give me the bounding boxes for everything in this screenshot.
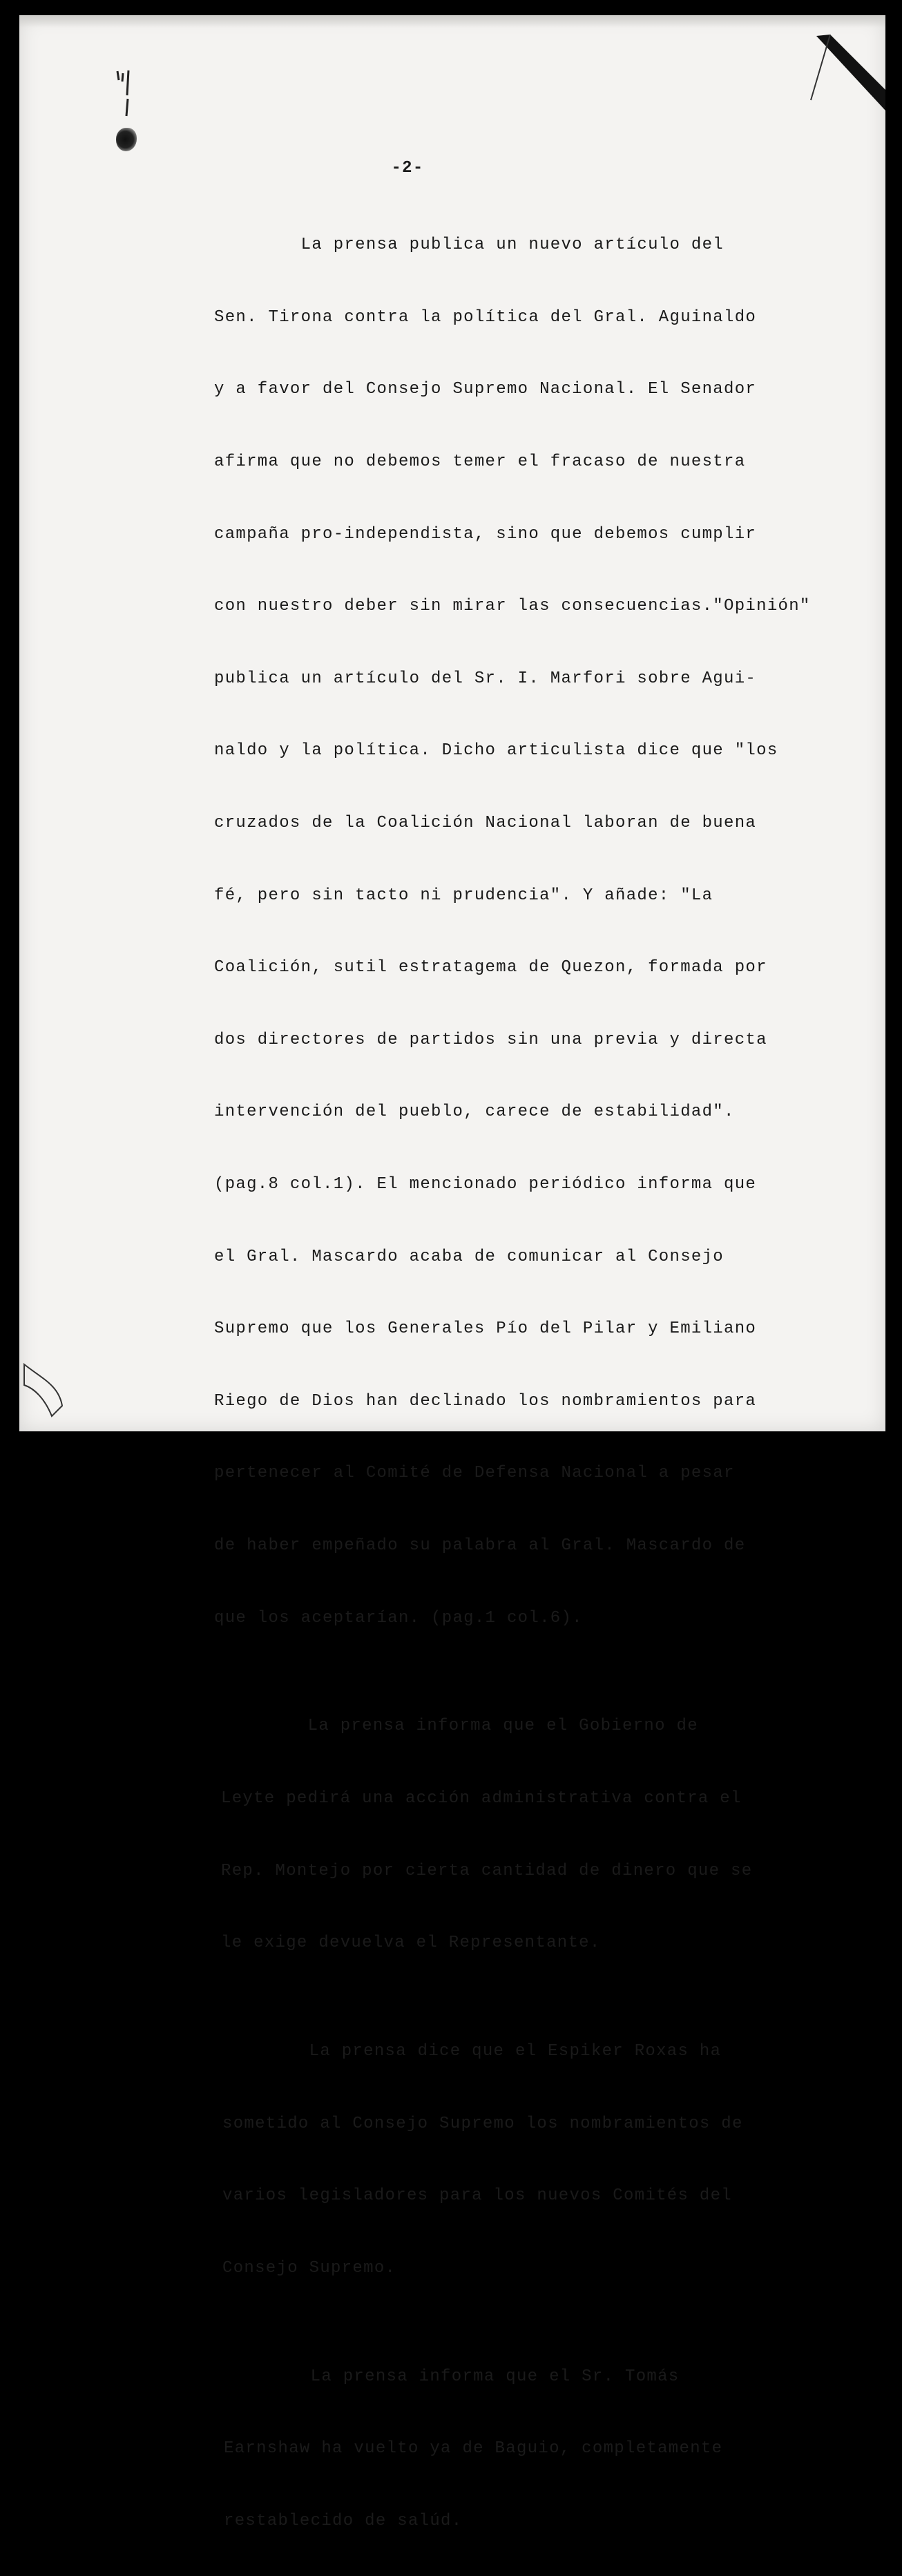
paragraph-2 bbox=[221, 1672, 808, 1998]
text-line: intervención del pueblo, carece de estabilidad". bbox=[214, 1103, 735, 1122]
page-top-edge bbox=[19, 15, 885, 28]
ink-smudge-icon bbox=[111, 68, 138, 123]
text-line: publica un artículo del Sr. I. Marfori sobre Agui- bbox=[214, 669, 757, 688]
text-line: Supremo que los Generales Pío del Pilar y Emiliano bbox=[214, 1319, 757, 1339]
text-line: fé, pero sin tacto ni prudencia". Y añade: "La bbox=[214, 886, 713, 905]
text-line: le exige devuelva el Representante. bbox=[221, 1934, 601, 1953]
text-line: pertenecer al Comité de Defensa Nacional a pesar bbox=[214, 1464, 735, 1483]
text-line: campaña pro-independista, sino que debemos cumplir bbox=[214, 524, 757, 544]
text-line: Consejo Supremo. bbox=[222, 2258, 396, 2278]
text-line: dos directores de partidos sin una previa y directa bbox=[214, 1030, 767, 1049]
text-line: Coalición, sutil estratagema de Quezon, formada por bbox=[214, 958, 767, 977]
text-line: restablecido de salúd. bbox=[224, 2512, 463, 2530]
text-line: naldo y la política. Dicho articulista dice que "los bbox=[214, 741, 778, 761]
text-line: Rep. Montejo por cierta cantidad de dinero que se bbox=[221, 1861, 753, 1880]
paragraph-4 bbox=[224, 2323, 808, 2576]
text-line: Earnshaw ha vuelto ya de Baguio, completamente bbox=[224, 2439, 723, 2459]
text-line: La prensa dice que el Espiker Roxas ha bbox=[222, 2042, 722, 2061]
bottom-corner-fold-icon bbox=[21, 1351, 76, 1420]
text-line: La prensa publica un nuevo artículo del bbox=[214, 236, 725, 255]
text-line: y a favor del Consejo Supremo Nacional. El Senador bbox=[214, 380, 757, 399]
text-line: que los aceptarían. (pag.1 col.6). bbox=[214, 1608, 583, 1628]
text-line: (pag.8 col.1). El mencionado periódico informa que bbox=[214, 1175, 757, 1194]
corner-fold-icon bbox=[803, 35, 885, 111]
document-body bbox=[214, 159, 811, 2576]
text-line: varios legisladores para los nuevos Comités del bbox=[222, 2186, 733, 2206]
text-line: sometido al Consejo Supremo los nombramientos de bbox=[222, 2114, 743, 2133]
text-line: de haber empeñado su palabra al Gral. Mascardo de bbox=[214, 1536, 746, 1555]
text-line: cruzados de la Coalición Nacional laboran de buena bbox=[214, 814, 757, 833]
text-line: La prensa informa que el Gobierno de bbox=[221, 1717, 698, 1736]
page-number: -2- bbox=[391, 159, 424, 178]
text-line: La prensa informa que el Sr. Tomás bbox=[224, 2367, 680, 2386]
text-line: Riego de Dios han declinado los nombramientos para bbox=[214, 1391, 757, 1411]
text-line: Sen. Tirona contra la política del Gral. Aguinaldo bbox=[214, 307, 757, 327]
text-line: el Gral. Mascardo acaba de comunicar al Consejo bbox=[214, 1247, 725, 1266]
text-line: con nuestro deber sin mirar las consecuencias."Opinión" bbox=[214, 597, 811, 616]
text-line: afirma que no debemos temer el fracaso de nuestra bbox=[214, 452, 746, 472]
paragraph-3 bbox=[222, 1998, 808, 2323]
text-line: Leyte pedirá una acción administrativa contra el bbox=[221, 1789, 742, 1809]
